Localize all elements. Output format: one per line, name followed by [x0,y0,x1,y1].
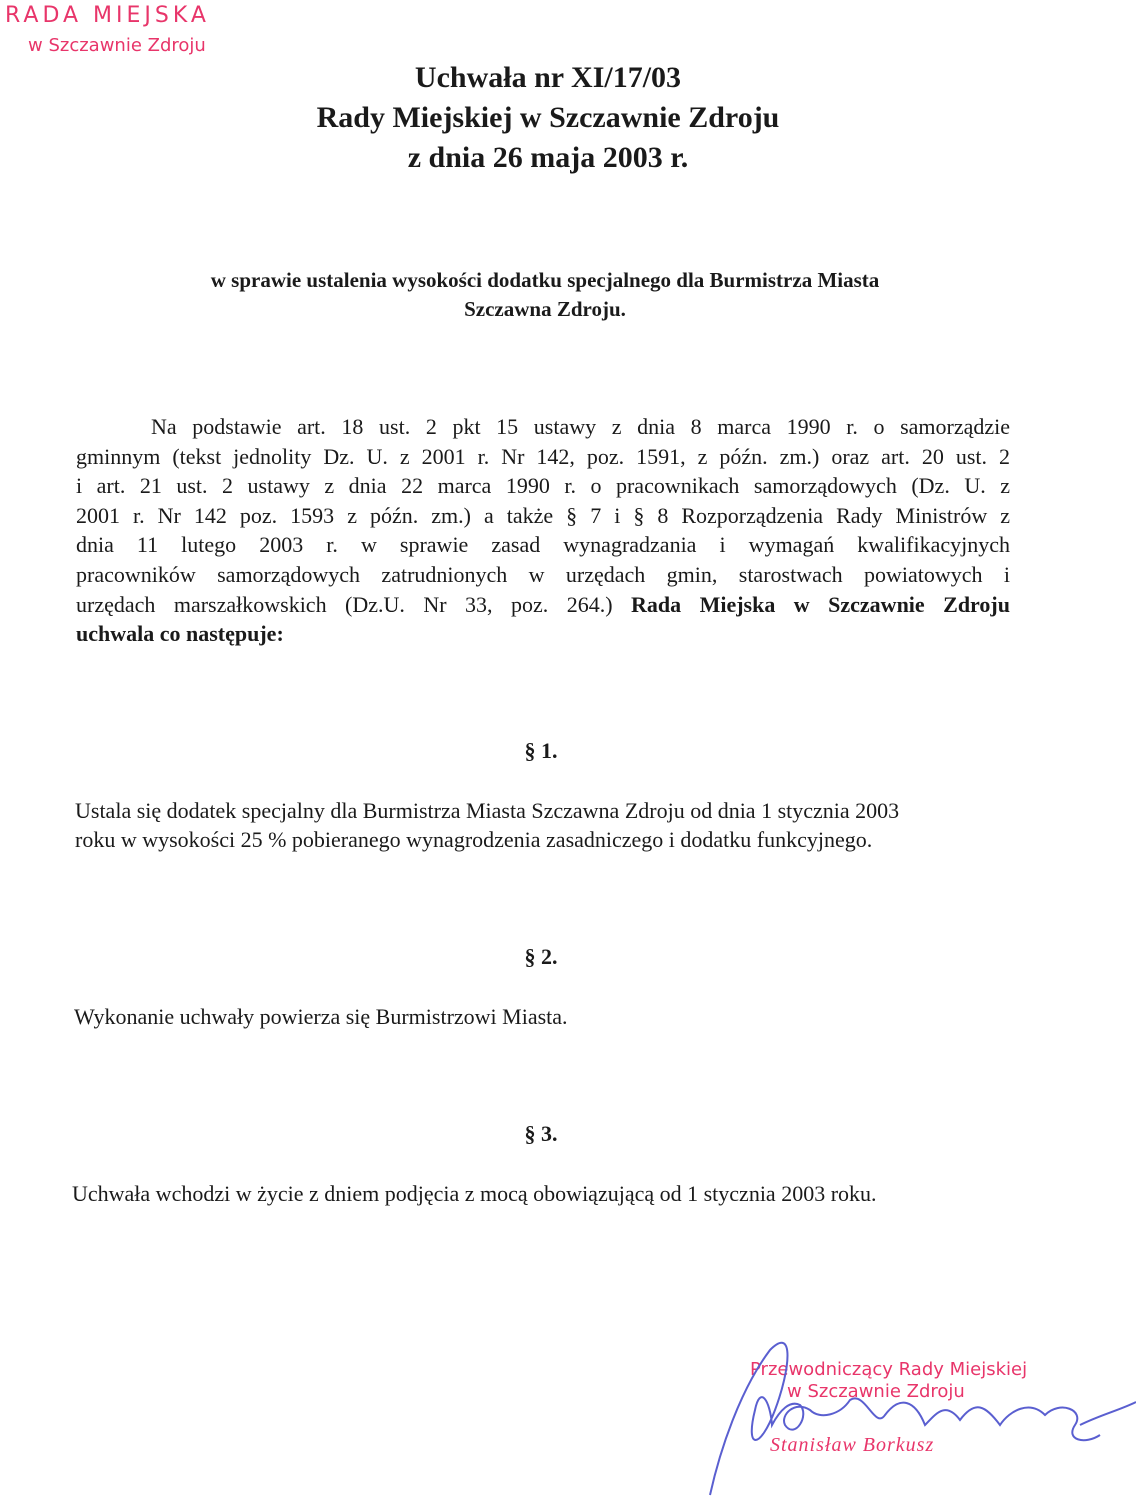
preamble-text: urzędach marszałkowskich (Dz.U. Nr 33, poz. 264.) [76,591,631,617]
section-1-heading: § 1. [524,738,558,763]
preamble [76,412,1010,649]
signature-name: Stanisław Borkusz [770,1434,935,1456]
signature-place: w Szczawnie Zdroju [787,1381,965,1402]
preamble-line: 2001 r. Nr 142 poz. 1593 z późn. zm.) a także § 7 i § 8 Rozporządzenia Rady Ministrów z [76,502,1010,528]
handwritten-signature [700,1330,1136,1505]
section-2-body: Wykonanie uchwały powierza się Burmistrzowi Miasta. [74,1004,568,1029]
signature-role: Przewodniczący Rady Miejskiej [750,1359,1028,1380]
preamble-line: dnia 11 lutego 2003 r. w sprawie zasad wynagradzania i wymagań kwalifikacyjnych [76,532,1010,558]
council-stamp-line2: w Szczawnie Zdroju [28,35,206,56]
subject-line: Szczawna Zdroju. [464,297,626,321]
title-line: Rady Miejskiej w Szczawnie Zdroju [316,101,780,134]
subject [60,266,1030,324]
signature-stroke [710,1343,1136,1495]
title-line: Uchwała nr XI/17/03 [414,61,682,94]
section-3-heading: § 3. [524,1121,558,1146]
document-title [0,58,1096,178]
enacting-clause: uchwala co następuje: [76,621,284,647]
section-2-heading: § 2. [524,944,558,969]
preamble-line: pracowników samorządowych zatrudnionych w urzędach gmin, starostwach powiatowych i [76,561,1010,587]
section-3-body: Uchwała wchodzi w życie z dniem podjęcia z mocą obowiązującą od 1 stycznia 2003 roku. [72,1181,877,1206]
council-name: Rada Miejska w Szczawnie Zdroju [631,591,1010,617]
preamble-line: i art. 21 ust. 2 ustawy z dnia 22 marca 1990 r. o pracownikach samorządowych (Dz. U. z [76,473,1010,499]
preamble-line: gminnym (tekst jednolity Dz. U. z 2001 r. Nr 142, poz. 1591, z późn. zm.) oraz art. 20 ust. 2 [76,443,1010,469]
preamble-line: Na podstawie art. 18 ust. 2 pkt 15 ustawy z dnia 8 marca 1990 r. o samorządzie [151,414,1010,439]
section-line: Ustala się dodatek specjalny dla Burmistrza Miasta Szczawna Zdroju od dnia 1 stycznia 2003 [75,798,900,823]
section-line: roku w wysokości 25 % pobieranego wynagrodzenia zasadniczego i dodatku funkcyjnego. [75,827,873,852]
section-1-body [75,796,899,854]
preamble-line [76,590,1010,620]
council-stamp-line1: RADA MIEJSKA [5,3,210,28]
title-line: z dnia 26 maja 2003 r. [407,141,689,174]
subject-line: w sprawie ustalenia wysokości dodatku specjalnego dla Burmistrza Miasta [210,268,880,292]
